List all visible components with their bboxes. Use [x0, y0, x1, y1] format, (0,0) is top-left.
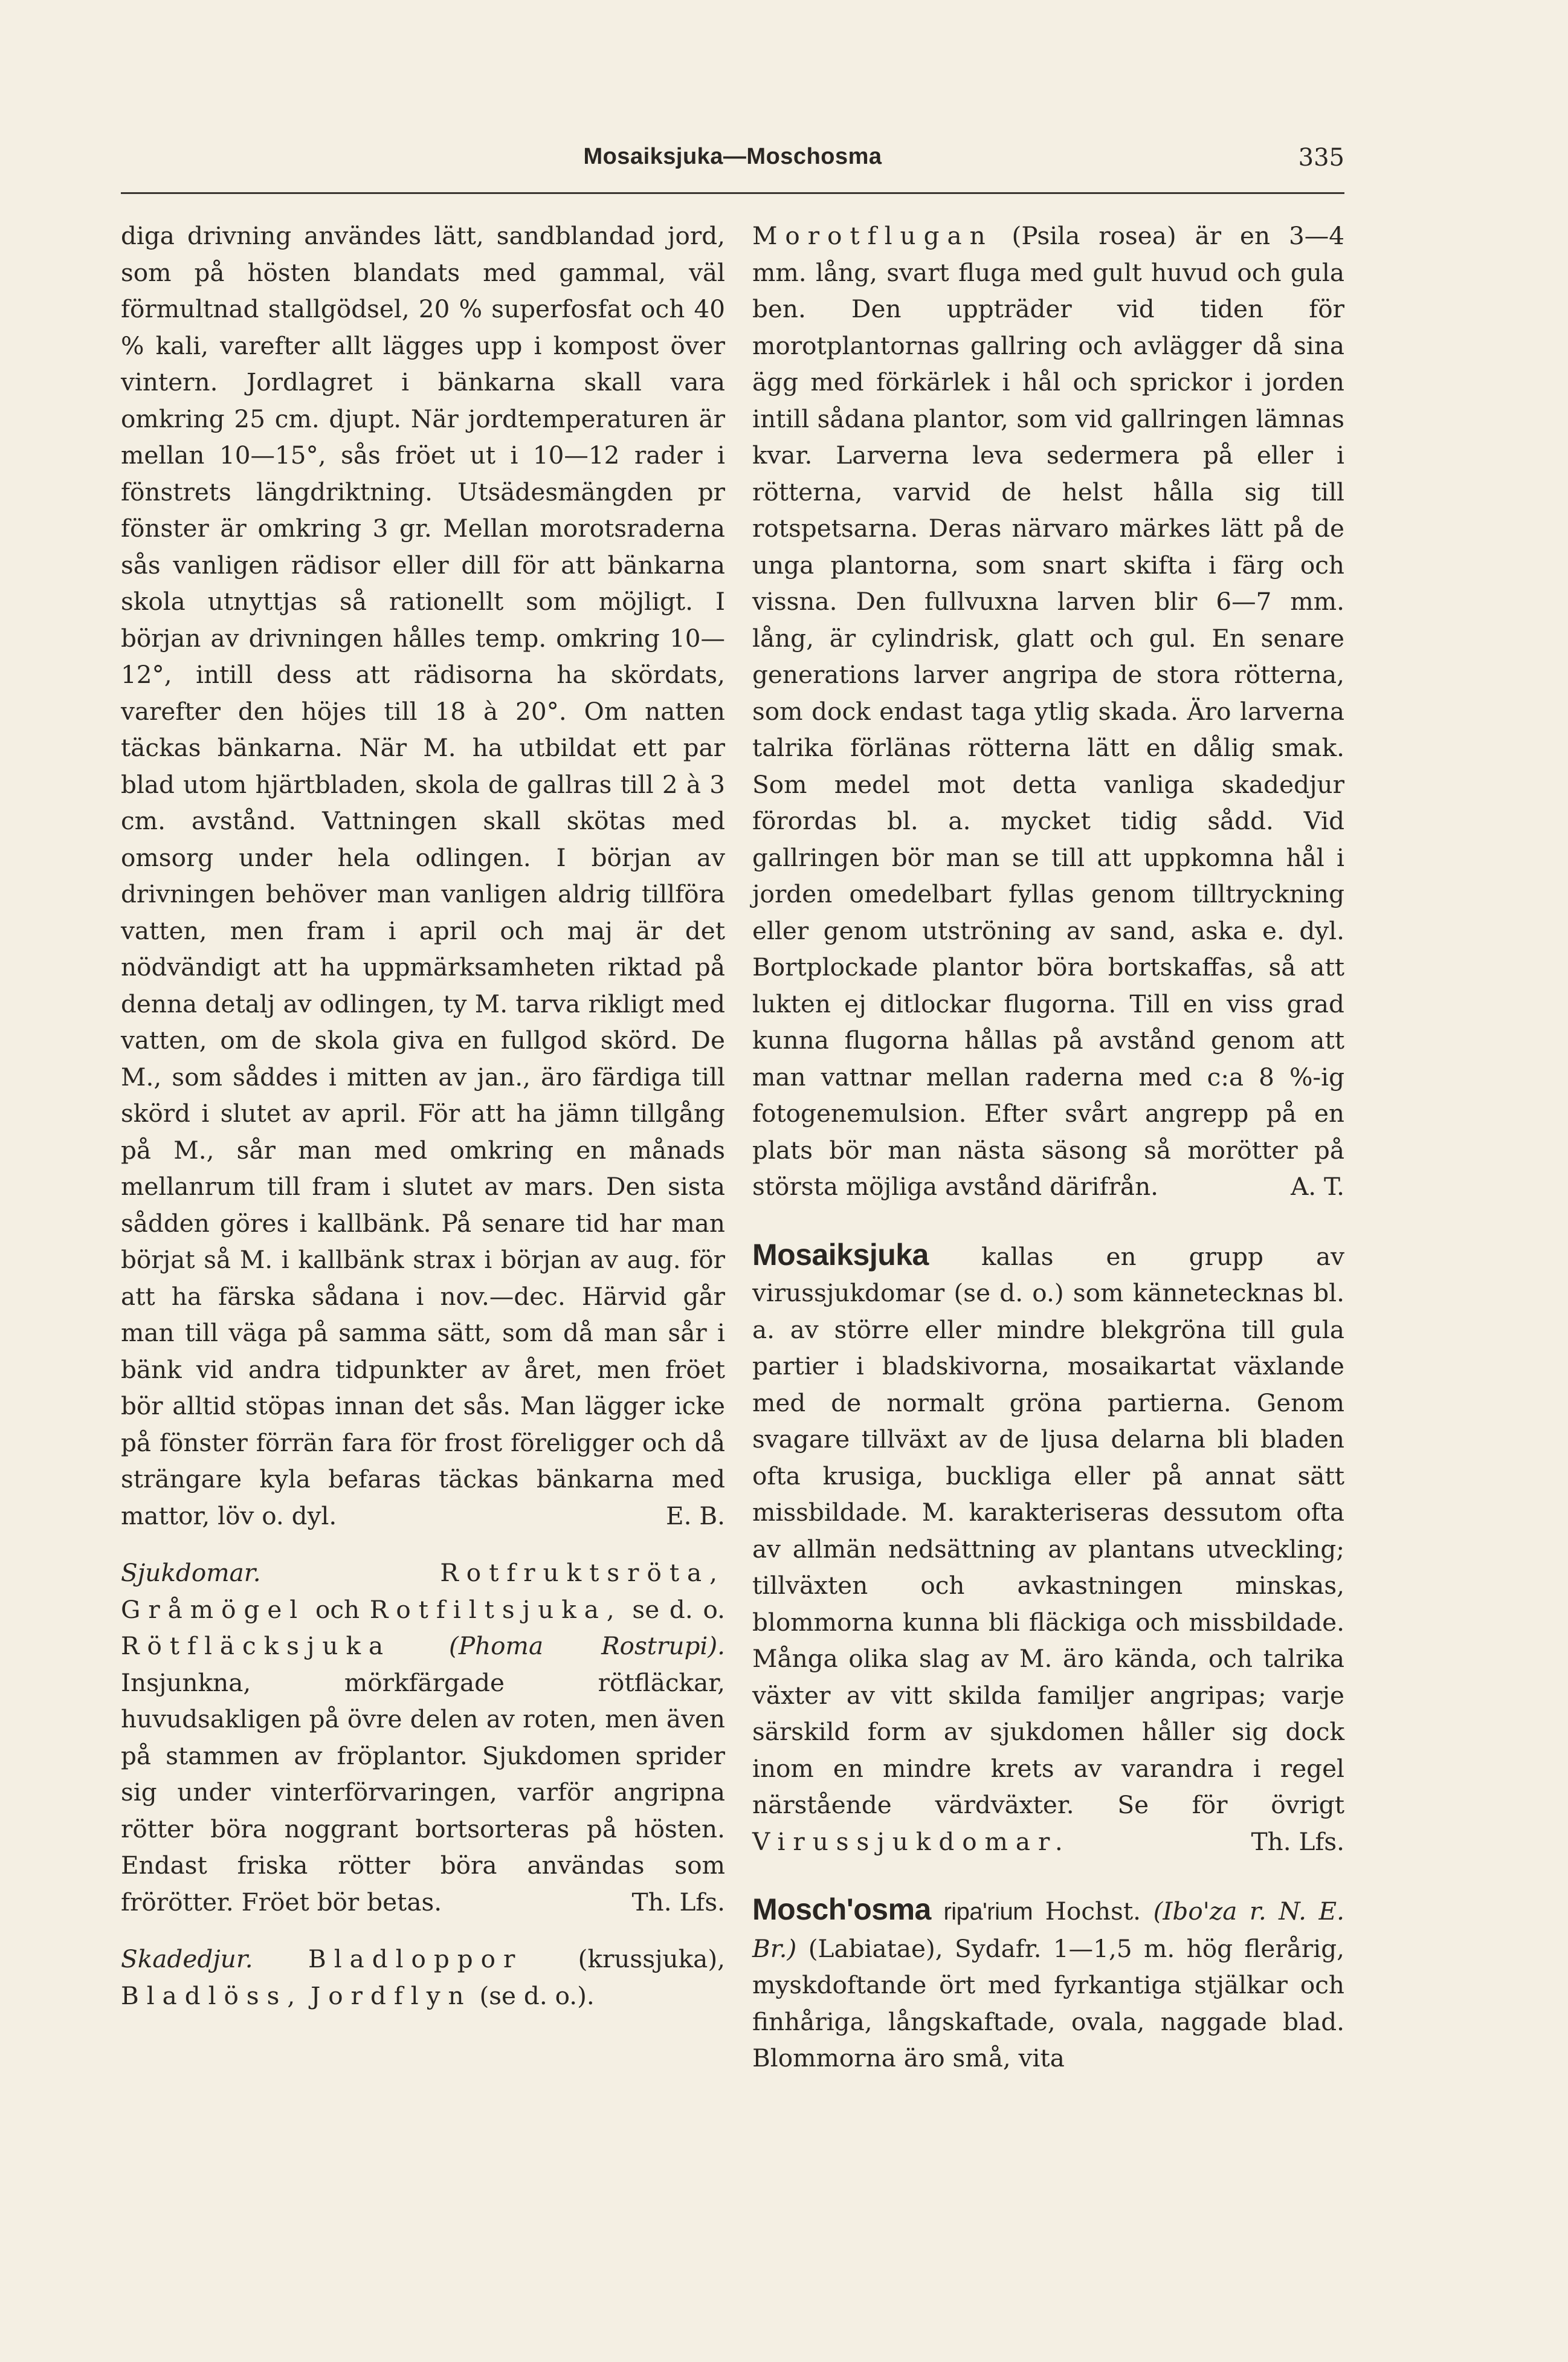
diseases-paragraph — [121, 1555, 725, 1920]
term-rotfiltsjuka: Rotfiltsjuka, — [369, 1594, 622, 1624]
page-number: 335 — [1298, 144, 1344, 172]
headword-mosaiksjuka: Mosaiksjuka — [752, 1237, 929, 1272]
author-signature: A. T. — [1291, 1172, 1344, 1201]
entry-moschosma — [752, 1891, 1344, 2077]
author-signature: Th. Lfs. — [631, 1887, 725, 1917]
conjunction: och — [315, 1594, 360, 1624]
term-bladloss: Bladlöss, — [121, 1981, 303, 2010]
left-column — [121, 218, 725, 2014]
moschosma-text: (Labiatae), Sydafr. 1—1,5 m. hög flerårig, myskdoftande ört med fyrkantiga stjälkar och finhåriga, långskaftade, ovala, naggade blad. Blommorna äro små, vita — [752, 1933, 1345, 2072]
term-bladloppor: Bladloppor — [308, 1944, 523, 1973]
cultivation-text: diga drivning användes lätt, sandblandad jord, som på hösten blandats med gammal, väl förmultnad stallgödsel, 20 % superfosfat och 40 % kali, varefter allt lägges upp i kompost över vintern. Jordlagret i bänkarna skall vara omkring 25 cm. djupt. När jordtemperaturen är mellan 10—15°, sås fröet ut i 10—12 rader i fönstrets längdriktning. Utsädesmängden pr fönster är omkring 3 gr. Mellan morotsraderna sås vanligen rädisor eller dill för att bänkarna skola utnyttjas så rationellt som möjligt. I början av drivningen hålles temp. omkring 10—12°, intill dess att rädisorna ha skördats, varefter den höjes till 18 à 20°. Om natten täckas bänkarna. När M. ha utbildat ett par blad utom hjärtbladen, skola de gallras till 2 à 3 cm. avstånd. Vattningen skall skötas med omsorg under hela odlingen. I början av drivningen behöver man vanligen aldrig tillföra vatten, men fram i april och maj är det nödvändigt att ha uppmärksamheten riktad på denna detalj av odlingen, ty M. tarva rikligt med vatten, om de skola giva en fullgod skörd. De M., som såddes i mitten av jan., äro färdiga till skörd i slutet av april. För att ha jämn tillgång på M., sår man med omkring en månads mellanrum till fram i slutet av mars. Den sista sådden göres i kallbänk. På senare tid har man börjat så M. i kallbänk strax i början av aug. för att ha färska sådana i nov.—dec. Härvid går man till väga på samma sätt, som då man sår i bänk vid andra tidpunkter av året, men fröet bör alltid stöpas innan det sås. Man lägger icke på fönster förrän fara för frost föreligger och då strängare kyla befaras täckas bänkarna med mattor, löv o. dyl. — [121, 221, 725, 1530]
term-rotflacksjuka: Rötfläcksjuka — [121, 1631, 392, 1660]
cultivation-paragraph — [121, 218, 725, 1534]
term-gramogel: Gråmögel — [121, 1594, 306, 1624]
cross-reference: se d. o. — [632, 1594, 726, 1624]
author-signature: Th. Lfs. — [1251, 1827, 1344, 1856]
author-signature: E. B. — [666, 1501, 725, 1530]
page-header — [121, 144, 1344, 194]
diseases-lead: Sjukdomar. — [121, 1558, 261, 1587]
term-morotflugan: Morotflugan — [752, 221, 993, 250]
carrot-fly-text: (Psila rosea) är en 3—4 mm. lång, svart fluga med gult huvud och gula ben. Den uppträder vid tiden för morotplantornas gallring och avlägger då sina ägg med förkärlek i hål och sprickor i jorden intill sådana plantor, som vid gallringen lämnas kvar. Larverna leva sedermera på eller i rötterna, varvid de helst hålla sig till rotspetsarna. Deras närvaro märkes lätt på de unga plantorna, som snart skifta i färg och vissna. Den fullvuxna larven blir 6—7 mm. lång, är cylindrisk, glatt och gul. En senare generations larver angripa de stora rötterna, som dock endast taga ytlig skada. Äro larverna talrika förlänas rötterna lätt en dålig smak. Som medel mot detta vanliga skadedjur förordas bl. a. mycket tidig sådd. Vid gallringen bör man se till att uppkomna hål i jorden omedelbart fyllas genom tilltryckning eller genom utströning av sand, aska e. dyl. Bortplockade plantor böra bortskaffas, så att lukten ej ditlockar flugorna. Till en viss grad kunna flugorna hållas på avstånd genom att man vattnar mellan raderna med c:a 8 %-ig fotogenemulsion. Efter svårt angrepp på en plats bör man nästa säsong så morötter på största möjliga avstånd därifrån. — [752, 221, 1345, 1201]
pests-lead: Skadedjur. — [121, 1944, 253, 1973]
term-virussjukdomar: Virussjukdomar. — [752, 1827, 1071, 1856]
headword-moschosma: Mosch'osma — [752, 1892, 931, 1926]
synonym: (Ibo'za r. N. E. Br.) — [752, 1897, 1344, 1963]
running-title: Mosaiksjuka—Moschosma — [583, 144, 882, 169]
entry-mosaiksjuka — [752, 1237, 1344, 1860]
latin-name: (Phoma Rostrupi). — [449, 1631, 725, 1660]
carrot-fly-paragraph — [752, 218, 1344, 1205]
cross-reference: (se d. o.). — [479, 1981, 595, 2010]
mosaiksjuka-text: kallas en grupp av virussjukdomar (se d. o.) som kännetecknas bl. a. av större eller mindre blekgröna till gula partier i bladskivorna, mosaikartat växlande med de normalt gröna partierna. Genom svagare tillväxt av de ljusa delarna bli bladen ofta krusiga, buckliga eller på annat sätt missbildade. M. karakteriseras dessutom ofta av allmän nedsättning av plantans utveckling; tillväxten och avkastningen minskas, blommorna kunna bli fläckiga och missbildade. Många olika slag av M. äro kända, och talrika växter av vitt skilda familjer angripas; varje särskild form av sjukdomen håller sig dock inom en mindre krets av varandra i regel närstående värdväxter. Se för övrigt — [752, 1241, 1344, 1819]
right-column — [752, 218, 1344, 2077]
term-rotfruktsrota: Rotfruktsröta, — [440, 1558, 725, 1587]
diseases-text: Insjunkna, mörkfärgade rötfläckar, huvudsakligen på övre delen av roten, men även på stammen av fröplantor. Sjukdomen sprider sig under vinterförvaringen, varför angripna rötter böra noggrant bortsorteras på hösten. Endast friska rötter böra användas som frörötter. Fröet bör betas. — [121, 1668, 725, 1917]
species-author: Hochst. — [1045, 1897, 1141, 1926]
pests-paragraph — [121, 1941, 725, 2014]
species-name: ripa'rium — [943, 1898, 1033, 1925]
pests-paren: (krussjuka), — [578, 1944, 725, 1973]
term-jordflyn: Jordflyn — [311, 1981, 472, 2010]
